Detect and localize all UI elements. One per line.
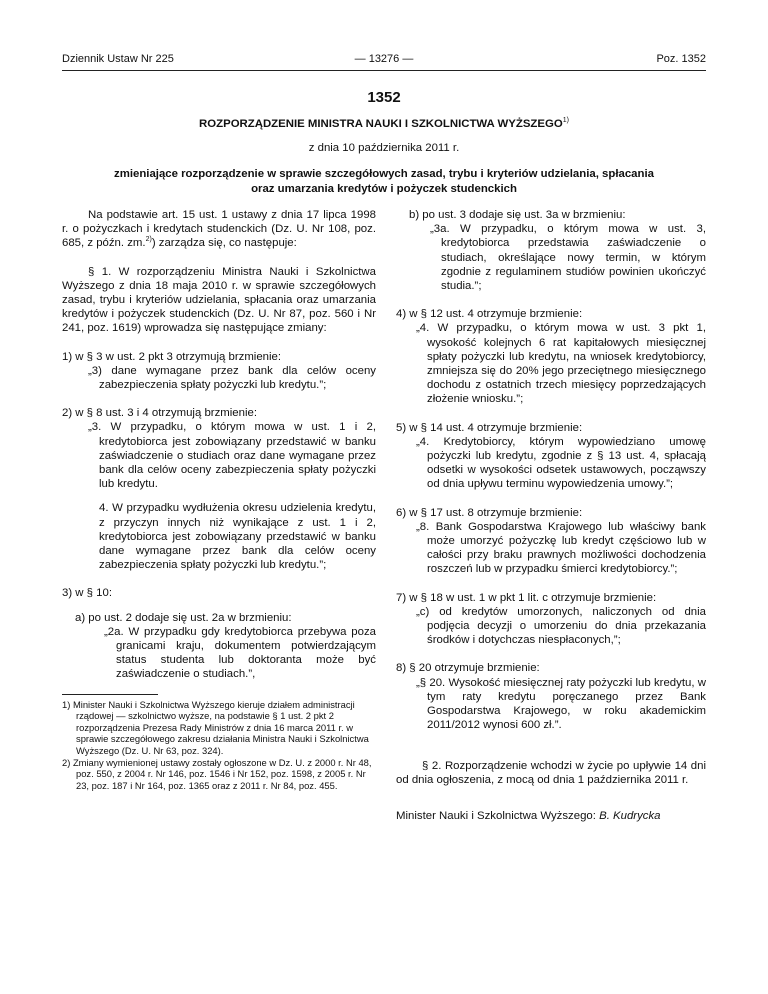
amendment-item-2-quote-1: „3. W przypadku, o którym mowa w ust. 1 i 2, kredytobiorca jest zobowiązany przedstawić w banku zaświadczenie o studiach oraz dane wymagane przez bank dla celów oceny zabezpieczenia spłaty pożyczki lub kredytu. bbox=[88, 421, 376, 491]
amendment-item-2-quote-2: 4. W przypadku wydłużenia okresu udzielenia kredytu, z przyczyn innych niż wynikające z ust. 1 i 2, kredytobiorca jest zobowiązany przedstawić w banku dane wymagane przez bank dla celów oceny zabezpieczenia spłaty pożyczki lub kredytu.”; bbox=[99, 502, 376, 572]
act-title-text: ROZPORZĄDZENIE MINISTRA NAUKI I SZKOLNICTWA WYŻSZEGO bbox=[199, 118, 563, 130]
signature bbox=[396, 809, 706, 823]
amendment-item-5: 5) w § 14 ust. 4 otrzymuje brzmienie: bbox=[396, 421, 583, 434]
amendment-item-2-quote-block bbox=[62, 420, 376, 572]
page-number: — 13276 — bbox=[354, 53, 414, 65]
amendment-item-1-quote: „3) dane wymagane przez bank dla celów oceny zabezpieczenia spłaty pożyczki lub kredytu.”; bbox=[88, 364, 376, 392]
amendment-item-6-quote-block bbox=[396, 520, 706, 577]
amendment-item-3b-quote-block bbox=[396, 222, 706, 293]
journal-name: Dziennik Ustaw Nr 225 bbox=[62, 53, 174, 65]
legal-basis-paragraph bbox=[62, 208, 376, 251]
amendment-item-5-quote-block bbox=[396, 435, 706, 492]
position-number: Poz. 1352 bbox=[656, 53, 706, 65]
footnote-1: 1) Minister Nauki i Szkolnictwa Wyższego kieruje działem administracji rządowej — szkolnictwo wyższe, na podstawie § 1 ust. 2 pkt 2 rozporządzenia Prezesa Rady Ministrów z dnia 16 marca 2011 r. w sprawie szczegółowego zakresu działania Ministra Nauki i Szkolnictwa Wyższego (Dz. U. Nr 63, poz. 324). bbox=[62, 698, 369, 757]
legal-basis-ending: ) zarządza się, co następuje: bbox=[151, 237, 297, 250]
amendment-item-7: 7) w § 18 w ust. 1 w pkt 1 lit. c otrzymuje brzmienie: bbox=[396, 591, 657, 604]
amendment-item-3: 3) w § 10: bbox=[62, 587, 113, 600]
amendment-item-8: 8) § 20 otrzymuje brzmienie: bbox=[396, 662, 540, 675]
section-2: § 2. Rozporządzenie wchodzi w życie po upływie 14 dni od dnia ogłoszenia, z mocą od dnia 1 października 2011 r. bbox=[396, 759, 706, 786]
act-subject-line-2: oraz umarzania kredytów i pożyczek studenckich bbox=[251, 183, 517, 195]
act-title bbox=[0, 118, 768, 130]
act-subject bbox=[110, 167, 658, 197]
amendment-item-4-quote: „4. W przypadku, o którym mowa w ust. 3 pkt 1, wysokość kolejnych 6 rat kapitałowych miesięcznej spłaty pożyczki lub kredytu, na wniosek kredytobiorcy, zmniejsza się do 20% jego przeciętnego miesięcznego dochodu z ostatnich trzech miesięcy poprzedzających złożenie wniosku.”; bbox=[416, 322, 706, 406]
amendment-item-1: 1) w § 3 w ust. 2 pkt 3 otrzymują brzmienie: bbox=[62, 350, 282, 363]
amendment-item-4-quote-block bbox=[396, 321, 706, 406]
amendment-item-8-quote: „§ 20. Wysokość miesięcznej raty pożyczki lub kredytu, w tym raty kredytu poręczanego przez Bank Gospodarstwa Krajowego, w roku akademickim 2011/2012 wynosi 600 zł.”. bbox=[416, 676, 706, 732]
act-number: 1352 bbox=[367, 89, 401, 106]
left-column bbox=[62, 208, 376, 791]
footnote-2: 2) Zmiany wymienionej ustawy zostały ogłoszone w Dz. U. z 2000 r. Nr 48, poz. 550, z 2004 r. Nr 146, poz. 1546 i Nr 152, poz. 1598, z 2005 r. Nr 23, poz. 187 i Nr 164, poz. 1365 oraz z 2011 r. Nr 84, poz. 455. bbox=[62, 756, 372, 791]
title-footnote-ref: 1) bbox=[562, 117, 569, 125]
intro-footnote-ref: 2) bbox=[145, 236, 152, 244]
amendment-item-4: 4) w § 12 ust. 4 otrzymuje brzmienie: bbox=[396, 308, 583, 321]
amendment-item-2: 2) w § 8 ust. 3 i 4 otrzymują brzmienie: bbox=[62, 407, 257, 420]
amendment-item-8-quote-block bbox=[396, 676, 706, 733]
amendment-item-3a-quote-block bbox=[62, 625, 376, 682]
amendment-item-3a-quote: „2a. W przypadku gdy kredytobiorca przebywa poza granicami kraju, dokumentem potwierdzającym status studenta lub doktoranta może być zaświadczenie o studiach.”, bbox=[104, 625, 376, 681]
signature-name: B. Kudrycka bbox=[599, 809, 661, 822]
act-subject-line-1: zmieniające rozporządzenie w sprawie szczegółowych zasad, trybu i kryteriów udzielania, spłacania bbox=[114, 168, 654, 180]
footnote-divider bbox=[62, 694, 158, 695]
legal-basis-text: Na podstawie art. 15 ust. 1 ustawy z dnia 17 lipca 1998 r. o pożyczkach i kredytach studenckich (Dz. U. Nr 108, poz. 685, z późn. zm. bbox=[62, 209, 376, 250]
act-date: z dnia 10 października 2011 r. bbox=[308, 142, 460, 154]
amendment-item-1-quote-block bbox=[62, 364, 376, 392]
amendment-item-7-quote-block bbox=[396, 605, 706, 648]
amendment-item-7-quote: „c) od kredytów umorzonych, naliczonych od dnia podjęcia decyzji o umorzeniu do dnia przekazania środków i dotychczas niespłaconych,”; bbox=[416, 605, 706, 647]
amendment-item-5-quote: „4. Kredytobiorcy, którym wypowiedziano umowę pożyczki lub kredytu, zgodnie z § 13 ust. 4, spłacają odsetki w wysokości odsetek ustawowych, począwszy od dnia upływu terminu wypowiedzenia umowy.”; bbox=[416, 435, 706, 491]
section-1: § 1. W rozporządzeniu Ministra Nauki i Szkolnictwa Wyższego z dnia 18 maja 2010 r. w sprawie szczegółowych zasad, trybu i kryteriów udzielania, spłacania oraz umarzania kredytów i pożyczek studenckich (Dz. U. Nr 87, poz. 560 i Nr 241, poz. 1619) wprowadza się następujące zmiany: bbox=[62, 265, 376, 335]
amendment-item-6-quote: „8. Bank Gospodarstwa Krajowego lub właściwy bank może umorzyć pożyczkę lub kredyt częściowo lub w całości przy braku prawnych możliwości dochodzenia roszczeń lub w przypadku śmierci kredytobiorcy.”; bbox=[416, 520, 706, 576]
signature-role: Minister Nauki i Szkolnictwa Wyższego: bbox=[396, 809, 600, 822]
amendment-item-3b: b) po ust. 3 dodaje się ust. 3a w brzmieniu: bbox=[409, 209, 626, 221]
right-column bbox=[396, 208, 706, 823]
amendment-item-3b-quote: „3a. W przypadku, o którym mowa w ust. 3, kredytobiorca przedstawia zaświadczenie o studiach, określające nowy termin, w którym zgodnie z regulaminem studiów powinien ukończyć studia.”; bbox=[430, 223, 706, 293]
header-divider bbox=[62, 70, 706, 71]
amendment-item-3a: a) po ust. 2 dodaje się ust. 2a w brzmieniu: bbox=[75, 611, 292, 624]
amendment-item-6: 6) w § 17 ust. 8 otrzymuje brzmienie: bbox=[396, 506, 583, 519]
